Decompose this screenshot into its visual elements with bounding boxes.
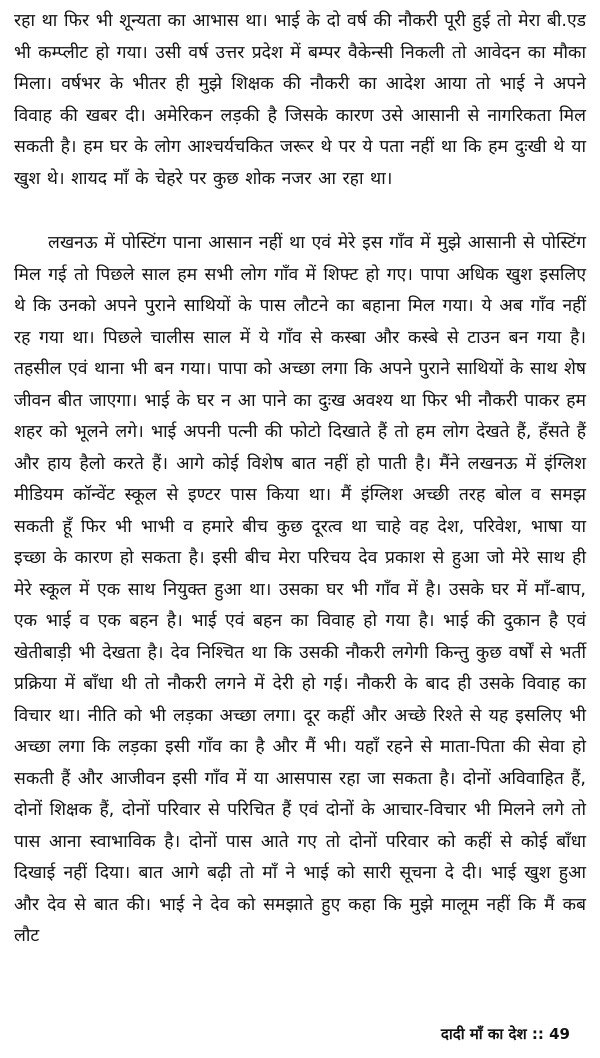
page-footer: दादी माँ का देश :: 49 [440,1025,570,1043]
paragraph-2: लखनऊ में पोस्टिंग पाना आसान नहीं था एवं मेरे इस गाँव में मुझे आसानी से पोस्टिंग मिल गई तो पिछले साल हम सभी लोग गाँव में शिफ्ट हो गए। पापा अधिक खुश इसलिए थे कि उनको अपने पुराने साथियों के पास लौटने का बहाना मिल गया। ये अब गाँव नहीं रह गया था। पिछले चालीस साल में ये गाँव से कस्बा और कस्बे से टाउन बन गया है। तहसील एवं थाना भी बन गया। पापा को अच्छा लगा कि अपने पुराने साथियों के साथ शेष जीवन बीत जाएगा। भाई के घर न आ पाने का दुःख अवश्य था फिर भी नौकरी पाकर हम शहर को भूलने लगे। भाई अपनी पत्नी की फोटो दिखाते हैं तो हम लोग देखते हैं, हँसते हैं और हाय हैलो करते हैं। आगे कोई विशेष बात नहीं हो पाती है। मैंने लखनऊ में इंग्लिश मीडियम कॉन्वेंट स्कूल से इण्टर पास किया था। मैं इंग्लिश अच्छी तरह बोल व समझ सकती हूँ फिर भी भाभी व हमारे बीच कुछ दूरत्व था चाहे वह देश, परिवेश, भाषा या इच्छा के कारण हो सकता है। इसी बीच मेरा परिचय देव प्रकाश से हुआ जो मेरे साथ ही मेरे स्कूल में एक साथ नियुक्त हुआ था। उसका घर भी गाँव में है। उसके घर में माँ-बाप, एक भाई व एक बहन है। भाई एवं बहन का विवाह हो गया है। भाई की दुकान है एवं खेतीबाड़ी भी देखता है। देव निश्चित था कि उसकी नौकरी लगेगी किन्तु कुछ वर्षों से भर्ती प्रक्रिया में बाँधा थी तो नौकरी लगने में देरी हो गई। नौकरी के बाद ही उसके विवाह का विचार था। नीति को भी लड़का अच्छा लगा। दूर कहीं और अच्छे रिश्ते से यह इसलिए भी अच्छा लगा कि लड़का इसी गाँव का है और मैं भी। यहाँ रहने से माता-पिता की सेवा हो सकती हैं और आजीवन इसी गाँव में या आसपास रहा जा सकता है। दोनों अविवाहित हैं, दोनों शिक्षक हैं, दोनों परिवार से परिचित हैं एवं दोनों के आचार-विचार भी मिलने लगे तो पास आना स्वाभाविक है। दोनों पास आते गए तो दोनों परिवार को कहीं से कोई बाँधा दिखाई नहीं दिया। बात आगे बढ़ी तो माँ ने भाई को सारी सूचना दे दी। भाई खुश हुआ और देव से बात की। भाई ने देव को समझाते हुए कहा कि मुझे मालूम नहीं कि मैं कब लौट [14,233,586,946]
paragraph-1: रहा था फिर भी शून्यता का आभास था। भाई के दो वर्ष की नौकरी पूरी हुई तो मेरा बी.एड भी कम्प्लीट हो गया। उसी वर्ष उत्तर प्रदेश में बम्पर वैकेन्सी निकली तो आवेदन का मौका मिला। वर्षभर के भीतर ही मुझे शिक्षक की नौकरी का आदेश आया तो भाई ने अपने विवाह की खबर दी। अमेरिकन लड़की है जिसके कारण उसे आसानी से नागरिकता मिल सकती है। हम घर के लोग आश्चर्यचकित जरूर थे पर ये पता नहीं था कि हम दुःखी थे या खुश थे। शायद माँ के चेहरे पर कुछ शोक नजर आ रहा था। [14,11,586,189]
